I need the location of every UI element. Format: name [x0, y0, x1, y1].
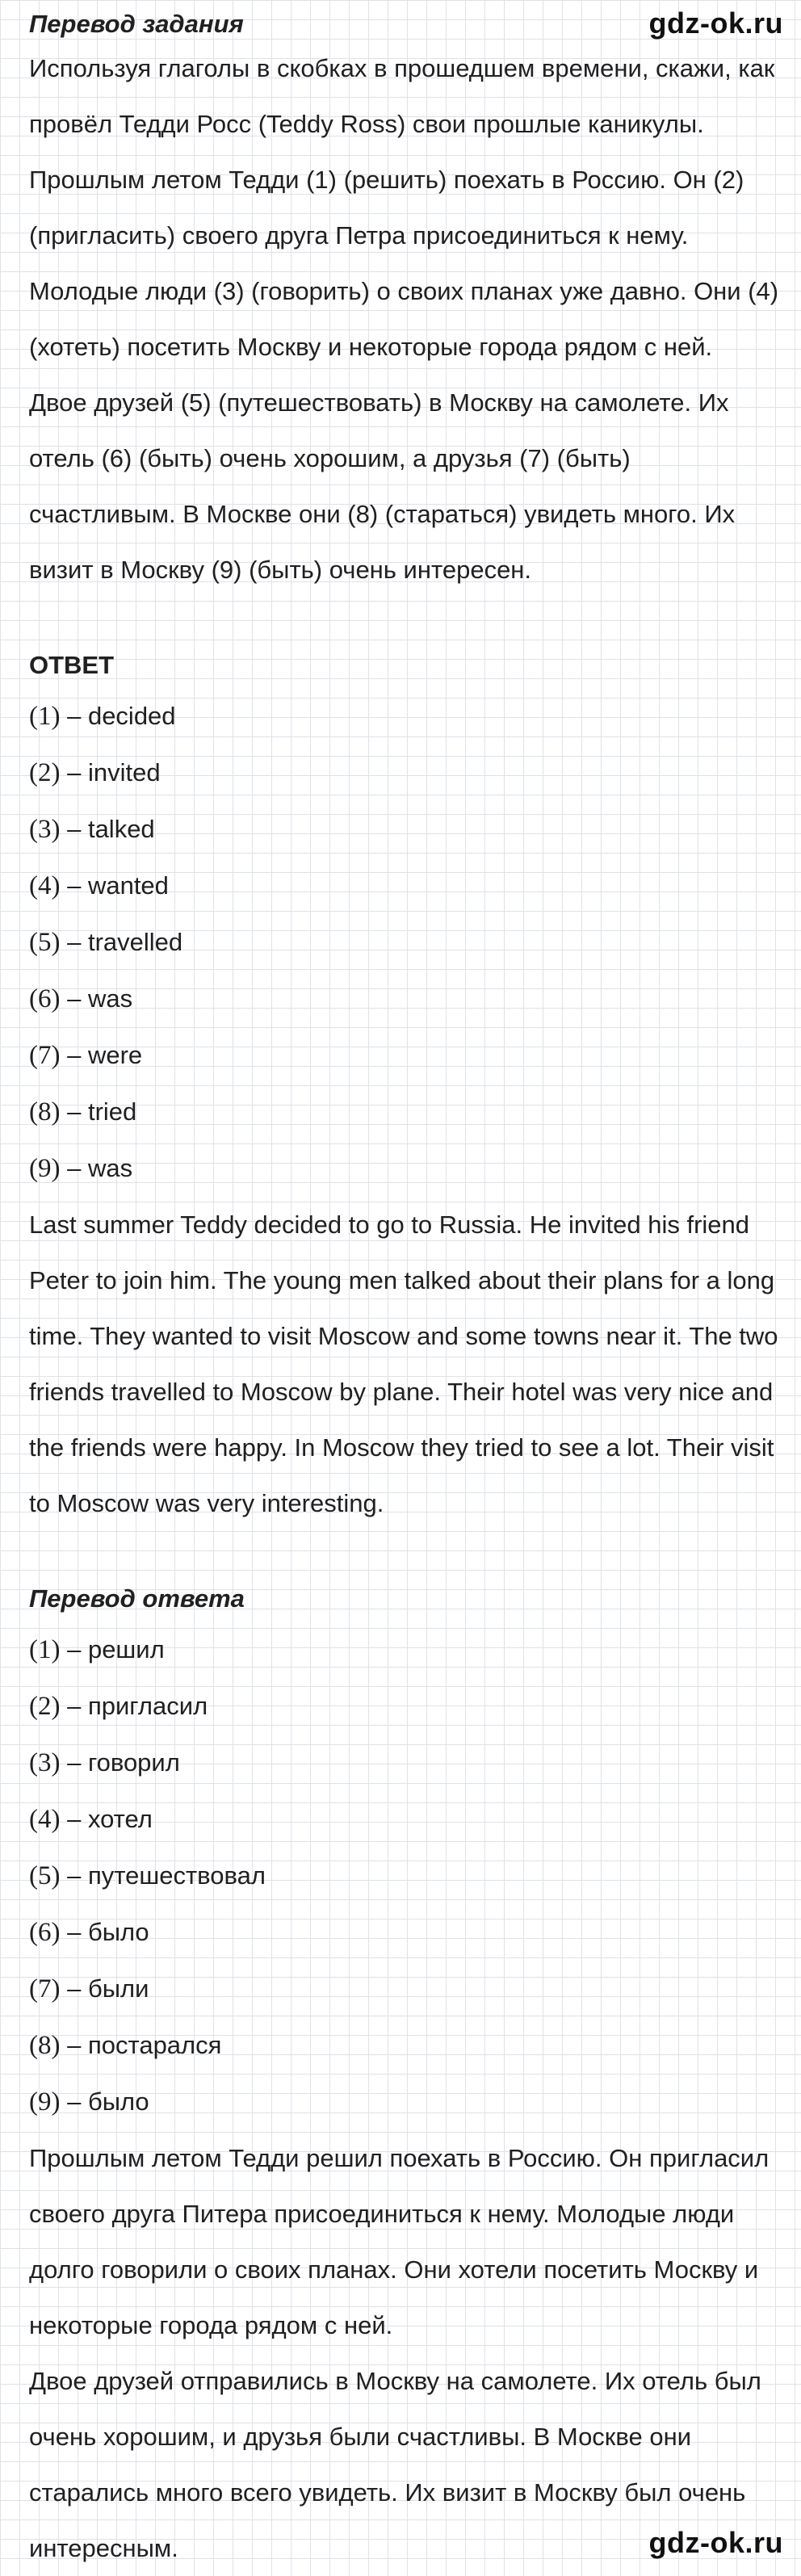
item-number: (4)	[29, 871, 61, 900]
item-number: (9)	[29, 2087, 61, 2117]
answer-section	[29, 649, 780, 1531]
translation-item	[29, 1735, 780, 1791]
item-word: – путешествовал	[60, 1861, 266, 1890]
translation-item	[29, 1791, 780, 1848]
translation-paragraph-2: Двое друзей отправились в Москву на самолете. Их отель был очень хорошим, и друзья были счастливы. В Москве они старались много всего увидеть. Их визит в Москву был очень интересным.	[29, 2367, 761, 2562]
answer-paragraph: Last summer Teddy decided to go to Russia. He invited his friend Peter to join him. The young men talked about their plans for a long time. They wanted to visit Moscow and some towns near it. The two friends travelled to Moscow by plane. Their hotel was very nice and the friends were happy. In Moscow they tried to see a lot. Their visit to Moscow was very interesting.	[29, 1210, 778, 1517]
item-word: – was	[60, 1154, 133, 1182]
answer-item	[29, 971, 780, 1027]
item-word: – was	[60, 984, 133, 1013]
translation-item	[29, 1622, 780, 1678]
watermark-top: gdz-ok.ru	[648, 6, 783, 40]
item-word: – говорил	[60, 1748, 180, 1777]
item-word: – хотел	[60, 1805, 153, 1833]
item-word: – было	[60, 1918, 149, 1946]
answer-translation-section	[29, 1583, 780, 2576]
translation-item	[29, 2074, 780, 2130]
content	[29, 8, 780, 2576]
answer-item	[29, 1027, 780, 1084]
item-number: (4)	[29, 1805, 61, 1834]
item-number: (8)	[29, 2031, 61, 2060]
item-number: (6)	[29, 1918, 61, 1947]
translation-item	[29, 1678, 780, 1735]
item-number: (5)	[29, 928, 61, 957]
task-translation-section	[29, 8, 780, 598]
item-word: – пригласил	[60, 1692, 208, 1720]
item-word: – были	[60, 1974, 149, 2003]
translation-item	[29, 2017, 780, 2074]
task-text-part-2: Двое друзей (5) (путешествовать) в Москву на самолете. Их отель (6) (быть) очень хорошим, а друзья (7) (быть) счастливым. В Москве они (8) (стараться) увидеть много. Их визит в Москву (9) (быть) очень интересен.	[29, 388, 736, 584]
translation-item	[29, 1848, 780, 1904]
item-number: (8)	[29, 1097, 61, 1126]
item-word: – invited	[60, 758, 161, 787]
item-number: (3)	[29, 815, 61, 844]
task-translation-heading: Перевод задания	[29, 10, 244, 38]
item-number: (9)	[29, 1154, 61, 1183]
answer-item	[29, 1140, 780, 1197]
item-number: (2)	[29, 758, 61, 787]
translation-paragraph-1: Прошлым летом Тедди решил поехать в Россию. Он пригласил своего друга Питера присоединиться к нему. Молодые люди долго говорили о своих планах. Они хотели посетить Москву и некоторые города рядом с ней.	[29, 2144, 770, 2339]
translation-item	[29, 1961, 780, 2017]
item-word: – were	[60, 1041, 143, 1069]
item-number: (2)	[29, 1692, 61, 1721]
item-number: (1)	[29, 1635, 61, 1664]
item-word: – решил	[60, 1635, 165, 1663]
answer-heading: ОТВЕТ	[29, 651, 115, 679]
answer-list	[29, 688, 780, 1197]
answer-item	[29, 858, 780, 914]
watermark-bottom: gdz-ok.ru	[648, 2526, 783, 2559]
task-text-part-1: Прошлым летом Тедди (1) (решить) поехать в Россию. Он (2) (пригласить) своего друга Петра присоединиться к нему. Молодые люди (3) (говорить) о своих планах уже давно. Они (4) (хотеть) посетить Москву и некоторые города рядом с ней.	[29, 166, 779, 361]
item-number: (3)	[29, 1748, 61, 1777]
translation-item	[29, 1904, 780, 1961]
answer-item	[29, 801, 780, 858]
item-number: (1)	[29, 702, 61, 731]
item-word: – travelled	[60, 928, 183, 956]
item-word: – tried	[60, 1097, 137, 1126]
item-number: (7)	[29, 1041, 61, 1070]
item-number: (7)	[29, 1974, 61, 2003]
answer-item	[29, 914, 780, 971]
answer-item	[29, 688, 780, 745]
item-word: – wanted	[60, 871, 169, 900]
item-word: – постарался	[60, 2031, 222, 2059]
item-number: (5)	[29, 1861, 61, 1890]
item-word: – decided	[60, 702, 176, 730]
answer-item	[29, 745, 780, 801]
item-number: (6)	[29, 984, 61, 1013]
item-word: – было	[60, 2087, 149, 2116]
task-instruction: Используя глаголы в скобках в прошедшем времени, скажи, как провёл Тедди Росс (Teddy Ross) свои прошлые каникулы.	[29, 54, 775, 138]
item-word: – talked	[60, 815, 155, 843]
answer-translation-heading: Перевод ответа	[29, 1584, 245, 1613]
answer-item	[29, 1084, 780, 1140]
answer-translation-list	[29, 1622, 780, 2130]
